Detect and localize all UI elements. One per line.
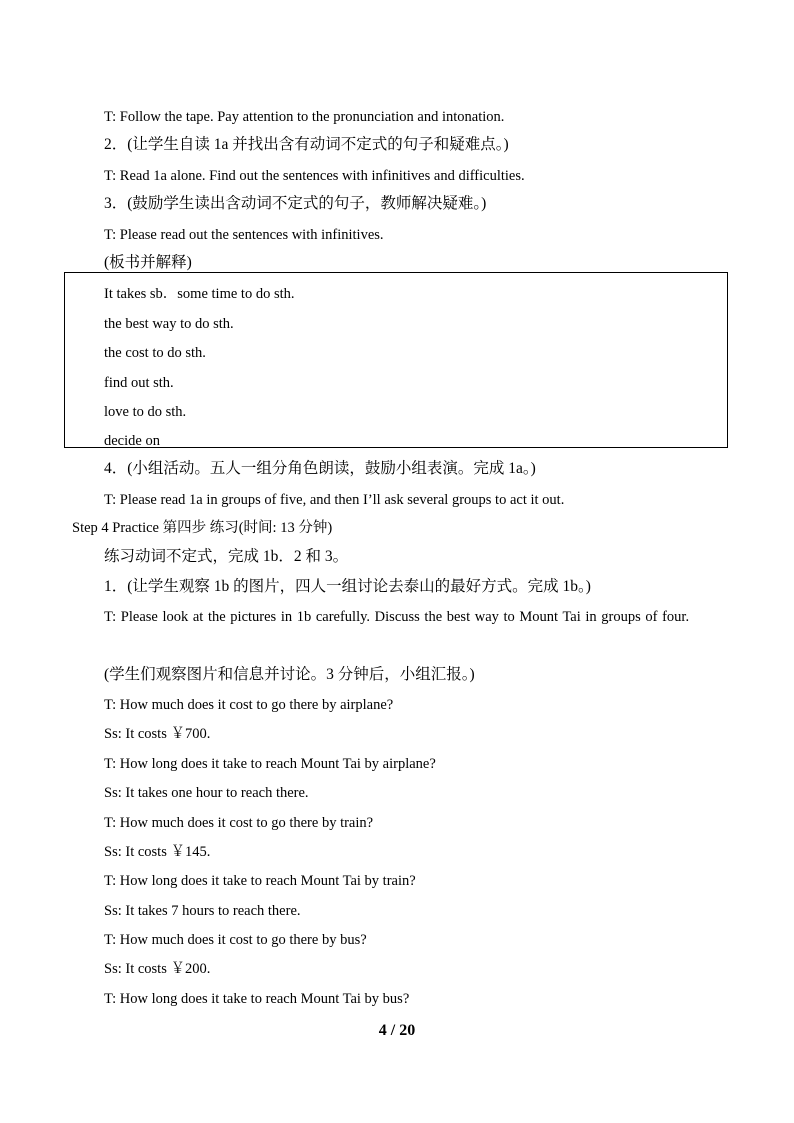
text-line: 3．(鼓励学生读出含动词不定式的句子，教师解决疑难。) [104, 195, 487, 212]
text-line: (学生们观察图片和信息并讨论。3 分钟后，小组汇报。) [104, 666, 475, 683]
dialog-line: Ss: It costs ￥200. [104, 961, 211, 977]
dialog-line: Ss: It takes 7 hours to reach there. [104, 903, 301, 919]
dialog-line: Ss: It costs ￥700. [104, 726, 211, 742]
dialog-line: T: How long does it take to reach Mount Tai by train? [104, 873, 416, 889]
dialog-line: Ss: It costs ￥145. [104, 844, 211, 860]
board-line: find out sth. [104, 375, 174, 391]
dialog-line: T: How much does it cost to go there by bus? [104, 932, 367, 948]
text-line: T: Please read 1a in groups of five, and then I’ll ask several groups to act it out. [104, 492, 565, 508]
text-line: (板书并解释) [104, 254, 192, 271]
dialog-line: T: How much does it cost to go there by airplane? [104, 697, 394, 713]
text-line: 4．(小组活动。五人一组分角色朗读，鼓励小组表演。完成 1a。) [104, 460, 536, 477]
dialog-line: T: How much does it cost to go there by train? [104, 815, 374, 831]
text-line: T: Please read out the sentences with infinitives. [104, 227, 384, 243]
text-line: 2．(让学生自读 1a 并找出含有动词不定式的句子和疑难点。) [104, 136, 509, 153]
dialog-line: T: How long does it take to reach Mount Tai by airplane? [104, 756, 436, 772]
board-line: the best way to do sth. [104, 316, 234, 332]
board-line: love to do sth. [104, 404, 187, 420]
dialog-line: Ss: It takes one hour to reach there. [104, 785, 309, 801]
board-line: It takes sb．some time to do sth. [104, 286, 295, 302]
step-heading: Step 4 Practice 第四步 练习(时间: 13 分钟) [72, 520, 333, 536]
paragraph: T: Please look at the pictures in 1b carefully. Discuss the best way to Mount Tai in groups of four. [104, 609, 690, 625]
board-line: decide on [104, 433, 160, 449]
page-number: 4 / 20 [378, 1022, 416, 1039]
text-line: 练习动词不定式，完成 1b．2 和 3。 [104, 548, 349, 565]
board-line: the cost to do sth. [104, 345, 206, 361]
blackboard-box [64, 272, 728, 448]
text-line: T: Read 1a alone. Find out the sentences with infinitives and difficulties. [104, 168, 525, 184]
dialog-line: T: How long does it take to reach Mount Tai by bus? [104, 991, 410, 1007]
text-line: 1．(让学生观察 1b 的图片，四人一组讨论去泰山的最好方式。完成 1b。) [104, 578, 591, 595]
text-line: T: Follow the tape. Pay attention to the pronunciation and intonation. [104, 109, 505, 125]
